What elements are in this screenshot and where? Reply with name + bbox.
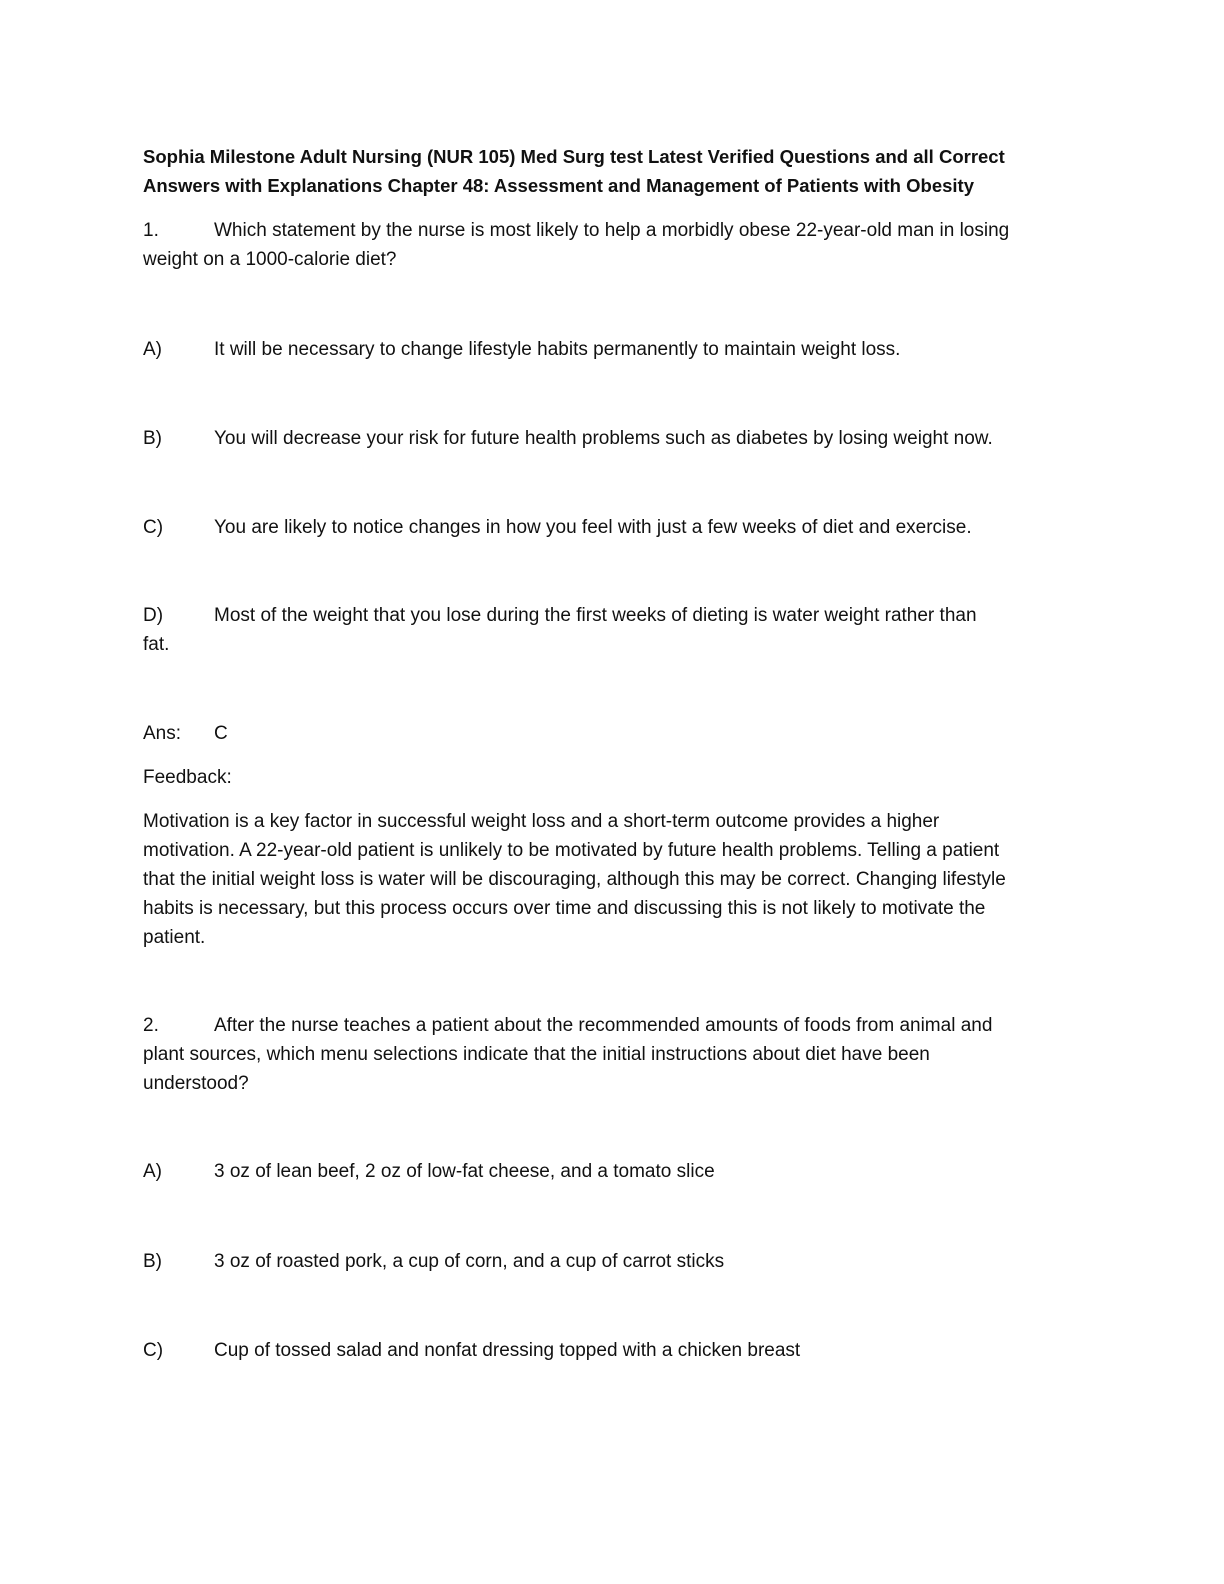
option-label: B) [143,428,162,449]
option-c [143,1336,1083,1365]
option-text: Most of the weight that you lose during the first weeks of dieting is water weight rather than [214,605,977,626]
option-d-text-line-2: fat. [143,634,170,655]
question-2 [143,1011,1083,1040]
feedback-line-4: habits is necessary, but this process occurs over time and discussing this is not likely to motivate the [143,898,986,919]
option-label: C) [143,517,164,538]
question-text-line-1: After the nurse teaches a patient about the recommended amounts of foods from animal and [214,1015,993,1036]
option-a [143,1157,1083,1186]
option-c [143,513,1083,542]
document-title-line-2: Answers with Explanations Chapter 48: Assessment and Management of Patients with Obesity [143,175,974,196]
question-text-line-1: Which statement by the nurse is most likely to help a morbidly obese 22-year-old man in losing [214,220,1010,241]
feedback-line-1: Motivation is a key factor in successful weight loss and a short-term outcome provides a higher [143,811,940,832]
option-a [143,335,1083,364]
feedback-line-2: motivation. A 22-year-old patient is unlikely to be motivated by future health problems. Telling a patient [143,840,1000,861]
question-text-line-2: weight on a 1000-calorie diet? [143,249,397,270]
document-title-line-1: Sophia Milestone Adult Nursing (NUR 105) Med Surg test Latest Verified Questions and all Correct [143,146,1005,167]
option-label: A) [143,339,162,360]
option-text: You are likely to notice changes in how you feel with just a few weeks of diet and exercise. [214,517,972,538]
option-label: B) [143,1251,162,1272]
question-1 [143,216,1083,245]
feedback-label: Feedback: [143,767,232,788]
answer-label: Ans: [143,723,182,744]
answer [143,719,1083,748]
option-b [143,424,1083,453]
feedback-line-3: that the initial weight loss is water will be discouraging, although this may be correct. Changing lifestyle [143,869,1006,890]
option-text: 3 oz of roasted pork, a cup of corn, and a cup of carrot sticks [214,1251,725,1272]
option-label: D) [143,605,164,626]
option-text: It will be necessary to change lifestyle habits permanently to maintain weight loss. [214,339,901,360]
option-label: C) [143,1340,164,1361]
option-label: A) [143,1161,162,1182]
option-text: Cup of tossed salad and nonfat dressing topped with a chicken breast [214,1340,801,1361]
option-b [143,1247,1083,1276]
question-text-line-2: plant sources, which menu selections indicate that the initial instructions about diet have been [143,1044,930,1065]
answer-value: C [214,723,228,744]
option-text: 3 oz of lean beef, 2 oz of low-fat cheese, and a tomato slice [214,1161,715,1182]
question-number: 2. [143,1015,159,1036]
option-text: You will decrease your risk for future health problems such as diabetes by losing weight now. [214,428,993,449]
question-number: 1. [143,220,159,241]
option-d [143,601,1083,630]
feedback-line-5: patient. [143,927,206,948]
question-text-line-3: understood? [143,1073,249,1094]
